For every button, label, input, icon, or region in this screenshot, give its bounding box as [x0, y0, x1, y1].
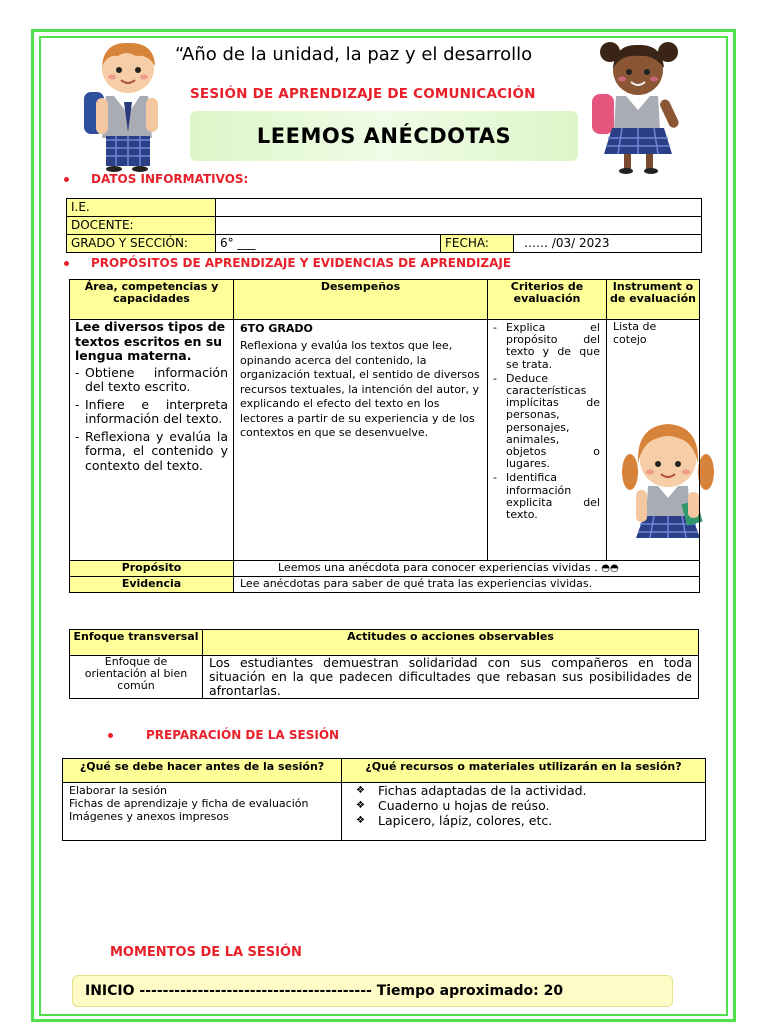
instrumento-cell — [607, 320, 700, 561]
list-item: ❖ Lapicero, lápiz, colores, etc. — [378, 813, 699, 828]
list-item: - Reflexiona y evalúa la forma, el contenido y contexto del texto. — [85, 430, 228, 474]
grado-text: 6TO GRADO — [240, 322, 313, 335]
competencia-text: Lee diversos tipos de textos escritos en su lengua materna. — [75, 319, 226, 363]
enfoque-table — [69, 629, 699, 699]
col-criterios: Criterios de evaluación — [488, 280, 607, 320]
table-row — [70, 320, 700, 561]
table-header-row — [63, 759, 706, 783]
preparacion-heading-text: PREPARACIÓN DE LA SESIÓN — [146, 728, 340, 742]
year-motto: “Año de la unidad, la paz y el desarrollo — [175, 44, 533, 65]
title-banner — [190, 111, 578, 161]
momentos-heading: MOMENTOS DE LA SESIÓN — [110, 945, 302, 960]
proposito-label: Propósito — [70, 561, 234, 577]
list-item: - Deduce características implícitas de personas, personajes, animales, objetos o lugares. — [506, 373, 600, 471]
criterios-list — [492, 322, 600, 521]
girl-student-illustration — [588, 38, 688, 178]
list-item: ❖ Cuaderno u hojas de reúso. — [378, 798, 699, 813]
preparacion-table — [62, 758, 706, 841]
proposito-text: Leemos una anécdota para conocer experiencias vividas . — [278, 561, 598, 574]
table-row — [70, 561, 700, 577]
recursos-cell — [342, 783, 706, 841]
preparacion-heading — [108, 728, 339, 742]
col-enfoque: Enfoque transversal — [70, 630, 203, 656]
inicio-banner — [72, 975, 673, 1007]
fecha-value: …… /03/ 2023 — [514, 235, 702, 253]
docente-value — [216, 217, 702, 235]
datos-table — [66, 198, 702, 253]
instrumento-text: Lista de cotejo — [613, 320, 657, 346]
antes-cell — [63, 783, 342, 841]
propositos-heading — [64, 256, 511, 270]
proposito-cell — [234, 561, 700, 577]
ie-label: I.E. — [67, 199, 216, 217]
propositos-heading-text: PROPÓSITOS DE APRENDIZAJE Y EVIDENCIAS DE APRENDIZAJE — [91, 256, 512, 270]
datos-heading — [64, 172, 248, 186]
desempeno-text: Reflexiona y evalúa los textos que lee, opinando acerca del contenido, la organización textual, el sentido de diversos recursos textuales, la intención del autor, y explicando el efecto del texto en los lectores a partir de su experiencia y de los contextos en que se desenvuelve. — [240, 339, 480, 439]
grado-value: 6° ___ — [216, 235, 441, 253]
datos-heading-text: DATOS INFORMATIVOS: — [91, 172, 249, 186]
actitud-text: Los estudiantes demuestran solidaridad con sus compañeros en toda situación en la que padecen dificultades que rebasan sus posibilidades de afrontarlas. — [203, 656, 699, 699]
docente-label: DOCENTE: — [67, 217, 216, 235]
enfoque-name: Enfoque de orientación al bien común — [70, 656, 203, 699]
list-item: - Explica el propósito del texto y de que se trata. — [506, 322, 600, 371]
bullet-icon — [108, 733, 113, 738]
ie-value — [216, 199, 702, 217]
list-item: ❖ Fichas adaptadas de la actividad. — [378, 783, 699, 798]
col-desempenos: Desempeños — [234, 280, 488, 320]
capacidades-list — [75, 366, 228, 474]
list-item: Imágenes y anexos impresos — [69, 810, 229, 823]
table-header-row — [70, 280, 700, 320]
evidencia-text: Lee anécdotas para saber de qué trata las experiencias vividas. — [234, 577, 700, 593]
list-item: - Identifica información explicita del texto. — [506, 472, 600, 521]
recursos-list — [348, 783, 699, 828]
bullet-icon — [64, 177, 69, 182]
grado-label: GRADO Y SECCIÓN: — [67, 235, 216, 253]
col-antes: ¿Qué se debe hacer antes de la sesión? — [63, 759, 342, 783]
eyes-icon: ◓◓ — [601, 563, 619, 574]
criterios-cell — [488, 320, 607, 561]
table-row — [70, 656, 699, 699]
area-cell — [70, 320, 234, 561]
table-row — [70, 577, 700, 593]
col-actitudes: Actitudes o acciones observables — [203, 630, 699, 656]
list-item: - Obtiene información del texto escrito. — [85, 366, 228, 395]
table-row — [63, 783, 706, 841]
session-title: LEEMOS ANÉCDOTAS — [256, 124, 512, 148]
col-recursos: ¿Qué recursos o materiales utilizarán en la sesión? — [342, 759, 706, 783]
list-item: Elaborar la sesión — [69, 784, 168, 797]
table-row — [67, 217, 702, 235]
col-area: Área, competencias y capacidades — [70, 280, 234, 320]
table-header-row — [70, 630, 699, 656]
col-instrumento: Instrument o de evaluación — [607, 280, 700, 320]
inicio-text: INICIO ---------------------------------------- Tiempo aproximado: 20 — [85, 983, 564, 999]
evidencia-label: Evidencia — [70, 577, 234, 593]
propositos-table — [69, 279, 700, 593]
fecha-label: FECHA: — [441, 235, 514, 253]
boy-student-illustration — [78, 40, 178, 172]
list-item: - Infiere e interpreta información del texto. — [85, 398, 228, 427]
session-subtitle: SESIÓN DE APRENDIZAJE DE COMUNICACIÓN — [190, 86, 536, 102]
table-row — [67, 199, 702, 217]
list-item: Fichas de aprendizaje y ficha de evaluación — [69, 797, 309, 810]
desempenos-cell — [234, 320, 488, 561]
table-row — [67, 235, 702, 253]
bullet-icon — [64, 261, 69, 266]
